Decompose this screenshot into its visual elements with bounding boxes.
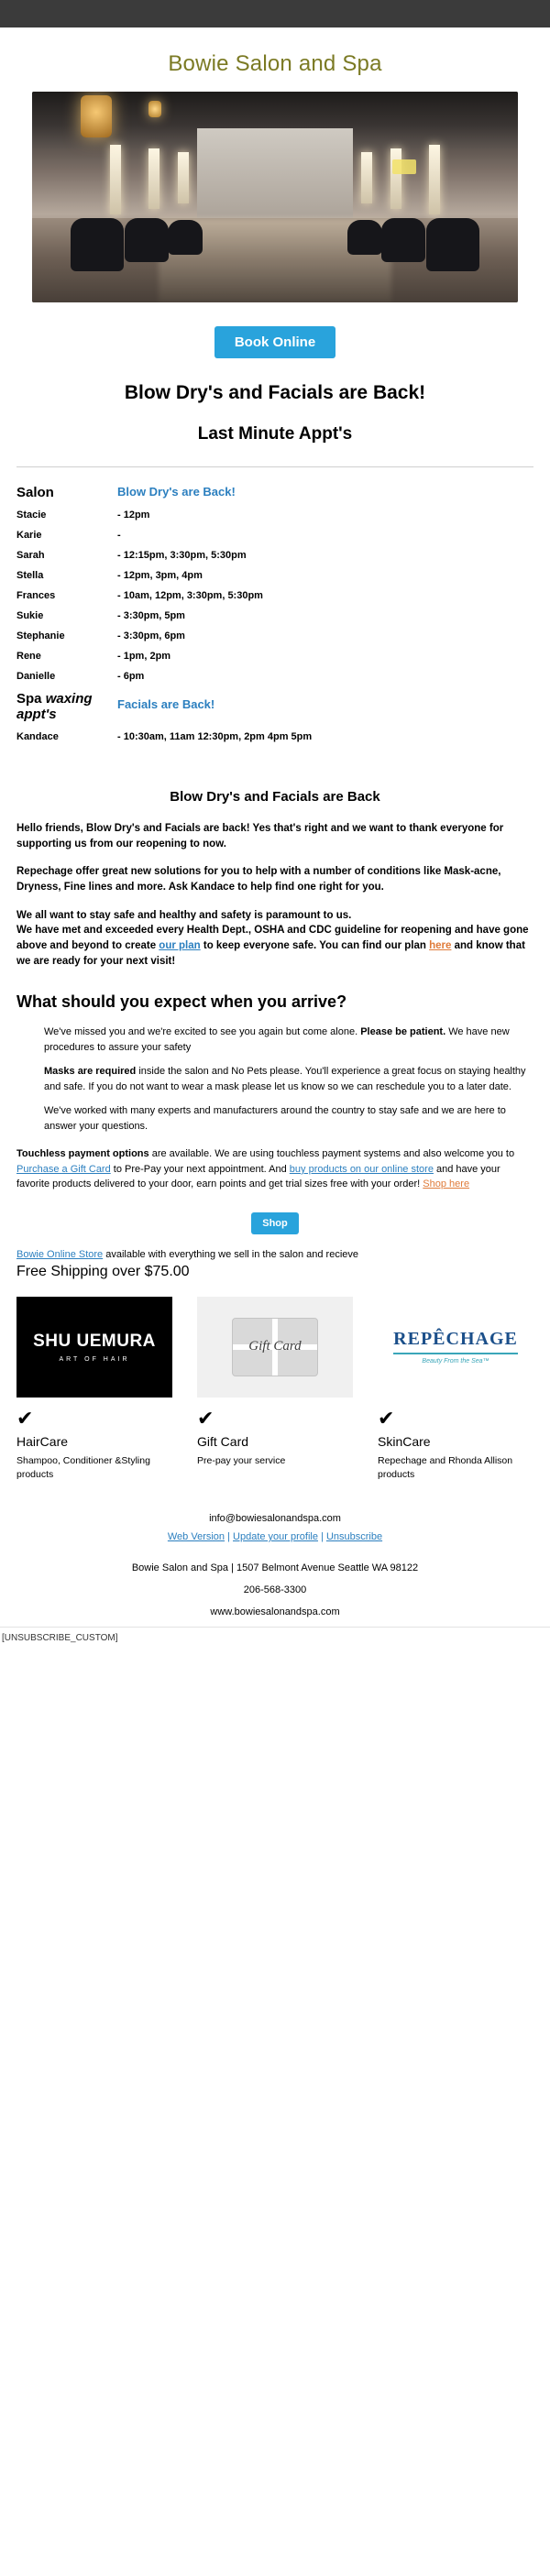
esthetician-times: - 10:30am, 11am 12:30pm, 2pm 4pm 5pm xyxy=(117,731,313,742)
touchless-text-d: and have your favorite products delivered to your door, earn points and get trial sizes free with your order! xyxy=(16,1163,500,1190)
book-online-wrap xyxy=(16,326,534,358)
stylist-times: - 3:30pm, 5pm xyxy=(117,610,185,621)
expect-heading: What should you expect when you arrive? xyxy=(16,992,347,1012)
table-row xyxy=(16,666,534,686)
safety-line-3: to keep everyone safe. You can find our plan xyxy=(200,940,430,952)
photo-chair-4 xyxy=(426,218,479,271)
footer-phone: 206-568-3300 xyxy=(243,1584,307,1596)
intro-paragraph-2: Repechage offer great new solutions for you to help with a number of conditions like Mask-acne, Dryness, Fine lines and more. Ask Kandace to help find one right for you. xyxy=(16,866,501,893)
stylist-name: Karie xyxy=(16,530,42,541)
photo-chair-5 xyxy=(381,218,425,262)
expect-2-text: inside the salon and No Pets please. You'll experience a great focus on staying healthy and safe. If you do not want to wear a mask please let us know so we can reschedule you to a later date. xyxy=(44,1066,526,1092)
schedule-table xyxy=(16,480,534,747)
table-row xyxy=(16,545,534,565)
here-link[interactable]: here xyxy=(429,940,452,952)
footer-sep-2: | xyxy=(321,1531,324,1543)
store-line-rest: available with everything we sell in the salon and recieve xyxy=(103,1248,358,1260)
table-row xyxy=(16,606,534,626)
expect-1-text-a: We've missed you and we're excited to see you again but come alone. xyxy=(44,1026,361,1038)
table-row xyxy=(16,626,534,646)
table-row xyxy=(16,505,534,525)
footer-links xyxy=(16,1531,534,1542)
photo-pendant-lamp-2 xyxy=(148,101,161,117)
stylist-name: Sarah xyxy=(16,550,45,561)
stylist-times: - 10am, 12pm, 3:30pm, 5:30pm xyxy=(117,590,263,601)
expect-item-1 xyxy=(44,1025,534,1055)
card-title: HairCare xyxy=(16,1433,69,1449)
stylist-name: Stacie xyxy=(16,510,47,521)
card-desc: Shampoo, Conditioner &Styling products xyxy=(16,1454,150,1481)
expect-item-2 xyxy=(44,1064,534,1094)
gift-text-line2: Card xyxy=(273,1339,302,1354)
touchless-bold: Touchless payment options xyxy=(16,1148,149,1160)
free-shipping-text: Free Shipping over $75.00 xyxy=(16,1263,190,1279)
touchless-text-c: to Pre-Pay your next appointment. And xyxy=(110,1163,290,1175)
headline-secondary: Last Minute Appt's xyxy=(197,424,353,444)
spa-label xyxy=(16,686,117,727)
top-dark-bar xyxy=(0,0,550,27)
stylist-name: Sukie xyxy=(16,610,44,621)
photo-chair-1 xyxy=(71,218,124,271)
footer-email: info@bowiesalonandspa.com xyxy=(209,1513,341,1525)
table-row xyxy=(16,727,534,747)
repechage-logo-text: REPÊCHAGE xyxy=(393,1329,518,1354)
schedule-body xyxy=(16,480,534,747)
card-desc: Pre-pay your service xyxy=(197,1454,286,1466)
photo-wall-sign xyxy=(392,159,416,174)
photo-mirror-right-3 xyxy=(361,152,372,203)
table-row xyxy=(16,525,534,545)
card-title: SkinCare xyxy=(378,1433,431,1449)
web-version-link[interactable]: Web Version xyxy=(167,1531,226,1543)
divider-top xyxy=(16,466,534,467)
gift-card-text xyxy=(248,1339,301,1354)
shu-logo-line2: ART OF HAIR xyxy=(59,1355,130,1363)
photo-mirror-right-1 xyxy=(429,145,440,214)
salon-label: Salon xyxy=(16,485,54,500)
photo-mirror-left-3 xyxy=(178,152,189,203)
salon-interior-photo xyxy=(32,92,518,302)
brand-title: Bowie Salon and Spa xyxy=(168,51,382,76)
headline-primary: Blow Dry's and Facials are Back! xyxy=(124,382,426,403)
online-store-link[interactable]: buy products on our online store xyxy=(289,1163,434,1175)
footer-address: Bowie Salon and Spa | 1507 Belmont Avenue Seattle WA 98122 xyxy=(131,1562,419,1574)
stylist-times: - 12pm xyxy=(117,510,150,521)
photo-mirror-left-1 xyxy=(110,145,121,214)
photo-mirror-right-2 xyxy=(390,148,402,209)
email-footer xyxy=(16,1513,534,1617)
card-title: Gift Card xyxy=(197,1433,249,1449)
shu-logo-line1: SHU UEMURA xyxy=(33,1331,156,1351)
store-line xyxy=(16,1249,534,1260)
email-body xyxy=(0,27,550,1617)
shop-here-link[interactable]: Shop here xyxy=(423,1178,470,1190)
check-icon: ✔ xyxy=(197,1406,214,1430)
shu-uemura-logo xyxy=(16,1297,172,1398)
schedule-header-row xyxy=(16,480,534,505)
our-plan-link[interactable]: our plan xyxy=(159,940,201,952)
photo-chair-6 xyxy=(347,220,382,255)
spa-label-text: Spa xyxy=(16,691,42,707)
salon-banner: Blow Dry's are Back! xyxy=(117,485,236,499)
expect-item-3: We've worked with many experts and manufacturers around the country to stay safe and we are here to answer your questions. xyxy=(44,1105,506,1132)
stylist-times: - 12pm, 3pm, 4pm xyxy=(117,570,203,581)
table-row xyxy=(16,646,534,666)
safety-line-1: We all want to stay safe and healthy and safety is paramount to us. xyxy=(16,909,352,921)
gift-card-image xyxy=(197,1297,353,1398)
intro-paragraph-3 xyxy=(16,908,534,970)
stylist-name: Danielle xyxy=(16,671,56,682)
footer-sep-1: | xyxy=(227,1531,230,1543)
card-desc: Repechage and Rhonda Allison products xyxy=(378,1454,513,1481)
stylist-name: Stella xyxy=(16,570,44,581)
stylist-times: - 1pm, 2pm xyxy=(117,651,171,662)
touchless-text-b: are available. We are using touchless payment systems and also welcome you to xyxy=(148,1148,515,1160)
update-profile-link[interactable]: Update your profile xyxy=(233,1531,318,1543)
card-haircare xyxy=(16,1297,172,1482)
safety-line-4: and know that we are ready for your next visit! xyxy=(16,940,525,967)
spa-header-row xyxy=(16,686,534,727)
photo-chair-3 xyxy=(168,220,203,255)
stylist-times: - xyxy=(117,530,121,541)
unsubscribe-link[interactable]: Unsubscribe xyxy=(325,1531,383,1543)
expect-1-text-c: We have new procedures to assure your safety xyxy=(44,1026,510,1053)
spa-banner: Facials are Back! xyxy=(117,697,215,711)
footer-website: www.bowiesalonandspa.com xyxy=(210,1606,340,1618)
touchless-payment-paragraph xyxy=(16,1146,534,1192)
gift-card-graphic xyxy=(232,1318,318,1376)
card-skincare xyxy=(378,1297,534,1482)
stylist-times: - 6pm xyxy=(117,671,145,682)
intro-paragraph-1: Hello friends, Blow Dry's and Facials are back! Yes that's right and we want to thank everyone for supporting us from our reopening to now. xyxy=(16,823,504,850)
photo-mirror-left-2 xyxy=(148,148,160,209)
stylist-name: Frances xyxy=(16,590,56,601)
section-title: Blow Dry's and Facials are Back xyxy=(170,789,380,805)
repechage-tagline: Beauty From the Sea™ xyxy=(422,1358,490,1365)
shop-button[interactable]: Shop xyxy=(251,1212,299,1234)
esthetician-name: Kandace xyxy=(16,731,59,742)
expect-1-bold: Please be patient. xyxy=(360,1026,446,1038)
table-row xyxy=(16,586,534,606)
gift-text-line1: Gift xyxy=(248,1339,270,1354)
product-cards xyxy=(16,1297,534,1482)
table-row xyxy=(16,565,534,586)
check-icon: ✔ xyxy=(378,1406,395,1430)
spa-label-italic: waxing appt's xyxy=(16,691,93,722)
expect-list xyxy=(44,1025,534,1134)
unsubscribe-custom-bar: [UNSUBSCRIBE_CUSTOM] xyxy=(0,1627,550,1649)
photo-pendant-lamp xyxy=(81,95,112,137)
book-online-button[interactable]: Book Online xyxy=(214,326,336,358)
repechage-logo xyxy=(378,1297,534,1398)
card-gift-card xyxy=(197,1297,353,1482)
stylist-times: - 12:15pm, 3:30pm, 5:30pm xyxy=(117,550,247,561)
check-icon: ✔ xyxy=(16,1406,34,1430)
photo-backwall xyxy=(197,128,353,229)
stylist-name: Stephanie xyxy=(16,630,65,641)
photo-chair-2 xyxy=(125,218,169,262)
purchase-gift-card-link[interactable]: Purchase a Gift Card xyxy=(16,1163,111,1175)
shop-button-wrap xyxy=(16,1212,534,1234)
safety-line-2: We have met and exceeded every Health Dept., OSHA and CDC guideline for reopening and have gone above and beyond to create xyxy=(16,925,529,952)
bowie-online-store-link[interactable]: Bowie Online Store xyxy=(16,1248,104,1260)
stylist-name: Rene xyxy=(16,651,41,662)
expect-2-bold: Masks are required xyxy=(44,1066,137,1078)
stylist-times: - 3:30pm, 6pm xyxy=(117,630,185,641)
